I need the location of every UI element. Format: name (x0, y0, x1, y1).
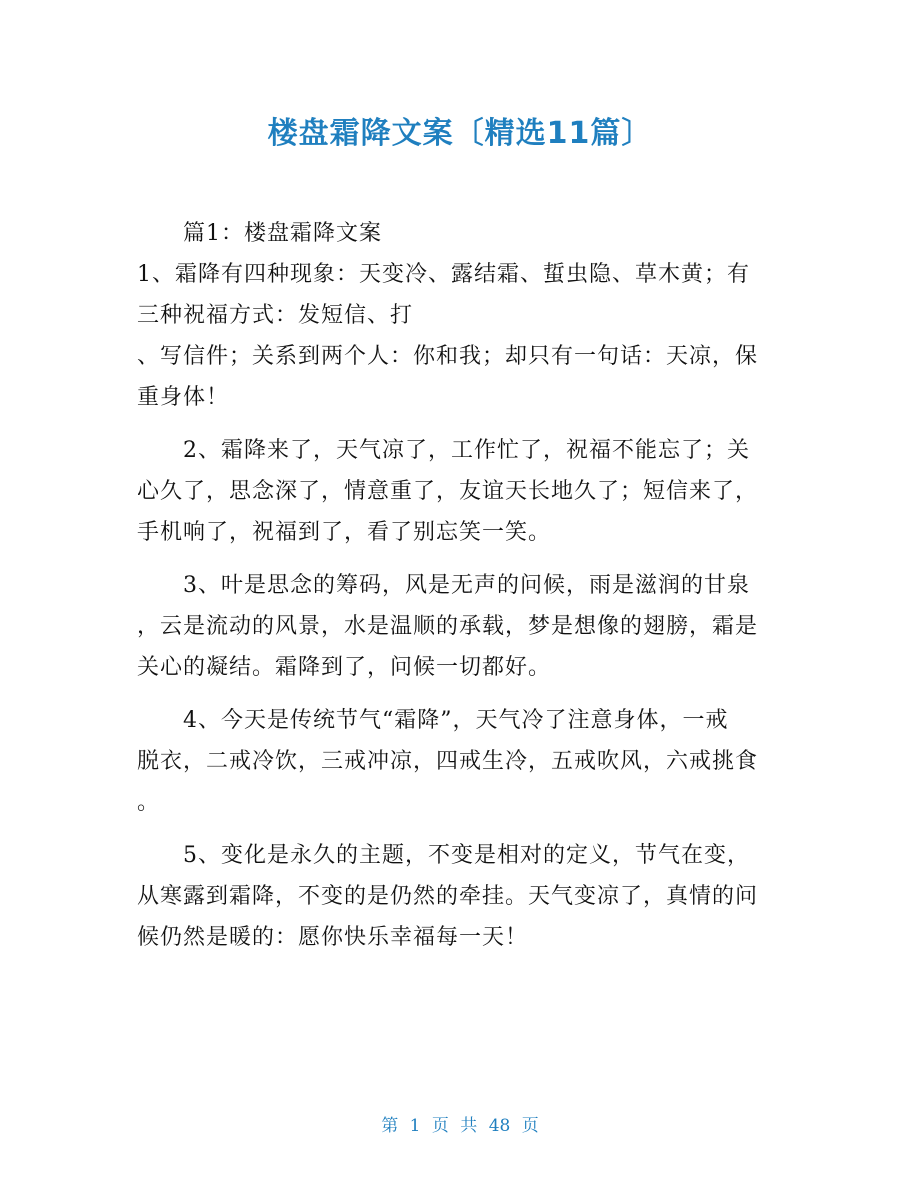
section-heading: 篇1：楼盘霜降文案 (137, 221, 382, 246)
paragraph-4-line: 。 (137, 790, 161, 815)
paragraph-4-line: 脱衣，二戒冷饮，三戒冲凉，四戒生冷，五戒吹风，六戒挑食 (137, 749, 759, 774)
paragraph-1-line: 重身体！ (137, 385, 230, 410)
paragraph-gap (137, 823, 787, 835)
page-number-footer: 第 1 页 共 48 页 (381, 1116, 539, 1136)
paragraph-1-line: 、写信件；关系到两个人：你和我；却只有一句话：天凉，保 (137, 344, 759, 369)
paragraph-3-line: 3、叶是思念的筹码，风是无声的问候，雨是滋润的甘泉 (137, 573, 750, 598)
paragraph-5-line: 5、变化是永久的主题，不变是相对的定义，节气在变， (137, 843, 750, 868)
document-title: 楼盘霜降文案〔精选11篇〕 (267, 116, 653, 151)
paragraph-2-line: 心久了，思念深了，情意重了，友谊天长地久了；短信来了， (137, 479, 759, 504)
paragraph-gap (137, 418, 787, 430)
document-body (137, 213, 787, 958)
paragraph-4-line: 4、今天是传统节气“霜降”，天气冷了注意身体，一戒 (137, 708, 729, 733)
paragraph-5-line: 从寒露到霜降，不变的是仍然的牵挂。天气变凉了，真情的问 (137, 884, 759, 909)
paragraph-gap (137, 688, 787, 700)
paragraph-1-line: 三种祝福方式：发短信、打 (137, 303, 414, 328)
paragraph-3-line: ，云是流动的风景，水是温顺的承载，梦是想像的翅膀，霜是 (137, 614, 759, 639)
paragraph-5-line: 候仍然是暖的：愿你快乐幸福每一天！ (137, 925, 529, 950)
paragraph-3-line: 关心的凝结。霜降到了，问候一切都好。 (137, 655, 552, 680)
paragraph-2-line: 2、霜降来了，天气凉了，工作忙了，祝福不能忘了；关 (137, 438, 750, 463)
paragraph-gap (137, 553, 787, 565)
paragraph-1-line: 1、霜降有四种现象：天变冷、露结霜、蜇虫隐、草木黄；有 (137, 262, 750, 287)
paragraph-2-line: 手机响了，祝福到了，看了别忘笑一笑。 (137, 520, 552, 545)
